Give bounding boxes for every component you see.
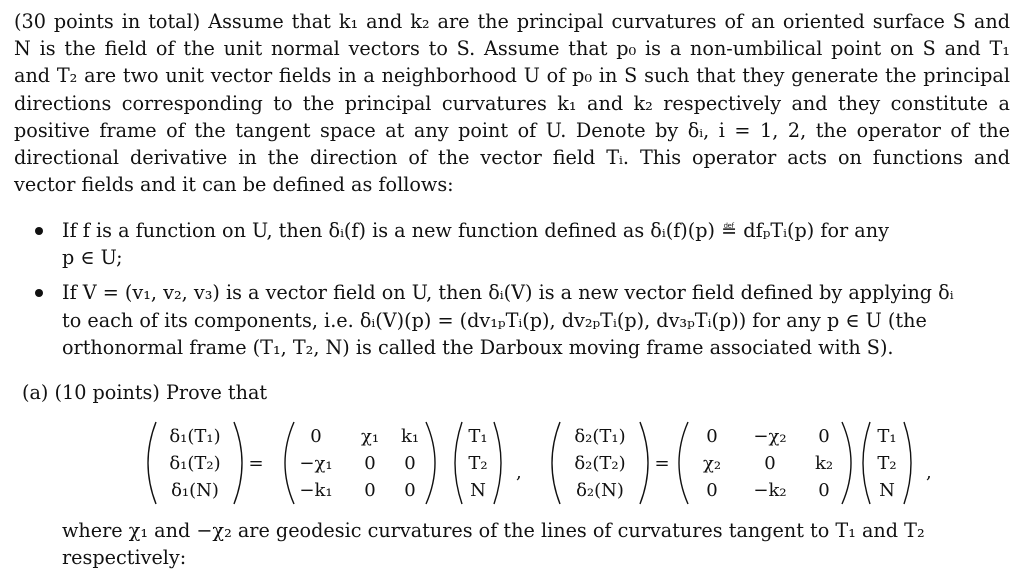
m2-lhs-2: δ₂(N)	[576, 480, 624, 501]
comma: ,	[926, 462, 932, 483]
m1-cell: −k₁	[299, 480, 333, 501]
intro-line: vector fields and it can be defined as follows:	[14, 173, 454, 197]
intro-line: N is the field of the unit normal vectors to S. Assume that p₀ is a non-umbilical point on S and T₁	[14, 37, 1010, 61]
m2-rhs-0: T₁	[877, 426, 897, 447]
m2-cell: 0	[706, 480, 718, 501]
bullet-icon	[35, 227, 43, 235]
comma: ,	[516, 462, 522, 483]
m2-cell: χ₂	[702, 453, 722, 474]
part-a-heading: (a) (10 points) Prove that	[22, 381, 268, 404]
bullet-line: orthonormal frame (T₁, T₂, N) is called the Darboux moving frame associated with S).	[62, 335, 894, 359]
m2-cell: 0	[818, 480, 830, 501]
where-line: respectively:	[62, 546, 187, 570]
m1-cell: 0	[364, 480, 376, 501]
definition-list	[20, 217, 1010, 361]
m2-lhs-1: δ₂(T₂)	[574, 453, 626, 474]
list-item	[20, 217, 1010, 271]
m2-cell: 0	[818, 426, 830, 447]
where-clause	[62, 517, 1010, 571]
m1-lhs-2: δ₁(N)	[171, 480, 219, 501]
m1-rhs-1: T₂	[468, 453, 488, 474]
bullet-icon	[35, 289, 43, 297]
m1-cell: 0	[364, 453, 376, 474]
intro-line: positive frame of the tangent space at any point of U. Denote by δᵢ, i = 1, 2, the operator of the	[14, 118, 1010, 142]
bullet-line: If f is a function on U, then δᵢ(f) is a new function defined as δᵢ(f)(p) ≝ dfₚTᵢ(p) for any	[62, 219, 889, 242]
m2-cell: 0	[706, 426, 718, 447]
m1-lhs-0: δ₁(T₁)	[169, 426, 221, 447]
bullet-line: If V = (v₁, v₂, v₃) is a vector field on U, then δᵢ(V) is a new vector field defined by applying δᵢ	[62, 281, 954, 305]
intro-line: directions corresponding to the principal curvatures k₁ and k₂ respectively and they constitute a	[14, 91, 1010, 115]
m1-rhs-0: T₁	[468, 426, 488, 447]
m1-rhs-2: N	[470, 480, 486, 501]
intro-line: directional derivative in the direction of the vector field Tᵢ. This operator acts on functions and	[14, 145, 1010, 169]
m1-lhs-1: δ₁(T₂)	[169, 453, 221, 474]
m1-cell: 0	[404, 480, 416, 501]
m2-cell: 0	[764, 453, 776, 474]
intro-line: and T₂ are two unit vector fields in a neighborhood U of p₀ in S such that they generate the principal	[14, 64, 1010, 88]
m1-cell: −χ₁	[299, 453, 333, 474]
m1-cell: k₁	[400, 426, 420, 447]
equals-sign: =	[654, 453, 670, 474]
m2-rhs-2: N	[879, 480, 895, 501]
m2-lhs-0: δ₂(T₁)	[574, 426, 626, 447]
m2-cell: −k₂	[753, 480, 787, 501]
intro-line: (30 points in total) Assume that k₁ and k₂ are the principal curvatures of an oriented surface S and	[14, 10, 1010, 33]
where-line: where χ₁ and −χ₂ are geodesic curvatures of the lines of curvatures tangent to T₁ and T₂	[62, 519, 925, 542]
bullet-line: to each of its components, i.e. δᵢ(V)(p) = (dv₁ₚTᵢ(p), dv₂ₚTᵢ(p), dv₃ₚTᵢ(p)) for any p ∈ U (the	[62, 308, 927, 332]
m2-rhs-1: T₂	[877, 453, 897, 474]
problem-intro	[14, 8, 1010, 198]
m1-cell: χ₁	[360, 426, 380, 447]
bullet-line: p ∈ U;	[62, 246, 123, 270]
m1-cell: 0	[310, 426, 322, 447]
m1-cell: 0	[404, 453, 416, 474]
m2-cell: −χ₂	[753, 426, 787, 447]
list-item	[20, 279, 1010, 361]
m2-cell: k₂	[814, 453, 834, 474]
matrix-equations	[0, 418, 1024, 508]
equals-sign: =	[248, 453, 264, 474]
